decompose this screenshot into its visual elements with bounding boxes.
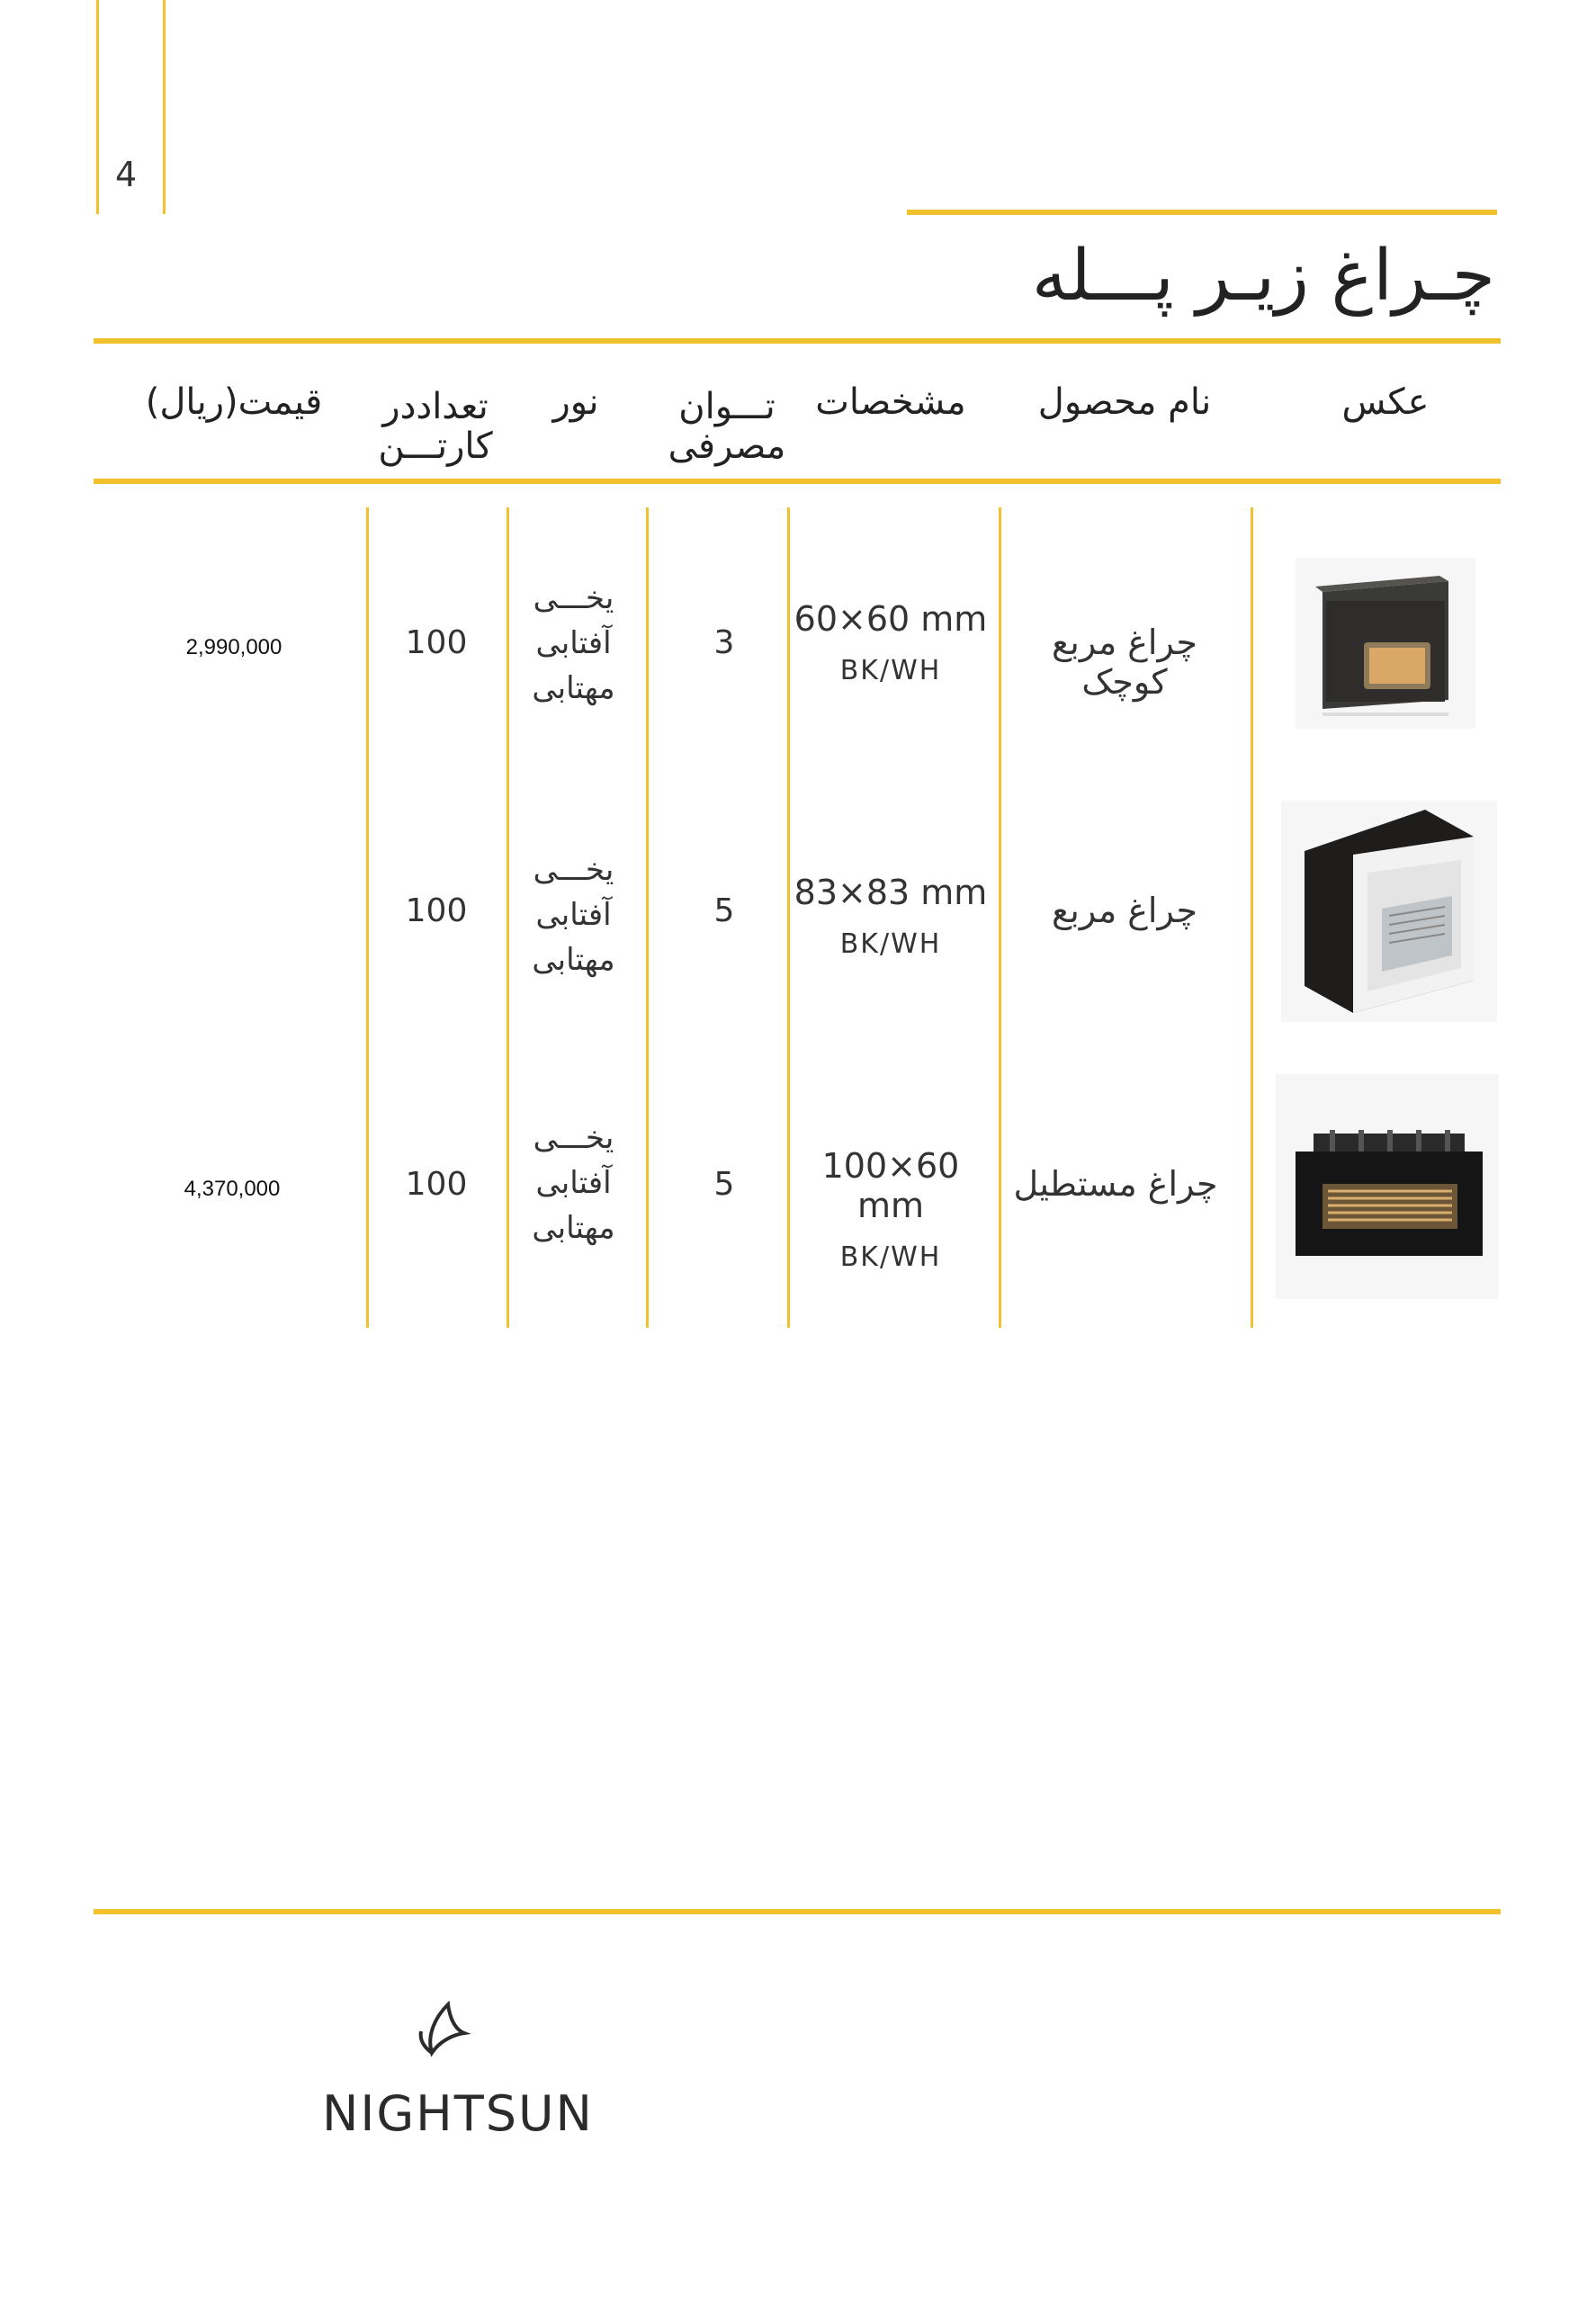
product-light — [513, 847, 634, 982]
footer-rule — [94, 1909, 1501, 1914]
light-option: مهتابی — [532, 942, 615, 978]
brand-name: NIGHTSUN — [322, 2085, 594, 2142]
product-name: چراغ مربع — [1052, 891, 1197, 930]
light-option: آفتابی — [535, 625, 612, 661]
product-price: 4,370,000 — [184, 1177, 281, 1201]
page-number: 4 — [115, 155, 138, 194]
product-light — [513, 576, 634, 711]
carton-count: 100 — [405, 892, 468, 929]
top-left-rule-1 — [96, 0, 99, 214]
product-power: 5 — [713, 1166, 735, 1203]
carton-count: 100 — [405, 1166, 468, 1203]
table-header-top-rule — [94, 338, 1501, 344]
rectangle-step-light-image — [1276, 1074, 1499, 1299]
light-option: یخـــی — [533, 580, 614, 616]
light-option: مهتابی — [532, 670, 615, 706]
header-power — [655, 387, 799, 466]
header-name: نام محصول — [1037, 381, 1212, 423]
nightsun-logo-icon — [412, 1999, 475, 2066]
product-photo-rectangle — [1276, 1074, 1499, 1299]
carton-count: 100 — [405, 624, 468, 661]
light-option: یخـــی — [533, 852, 614, 888]
product-light — [513, 1116, 634, 1250]
header-carton — [363, 387, 507, 466]
product-photo-square — [1281, 801, 1497, 1022]
top-left-rule-2 — [163, 0, 166, 214]
product-colors: BK/WH — [839, 1241, 942, 1273]
product-specs — [792, 599, 990, 686]
page-title: چـراغ زیـر پـــله — [1031, 236, 1495, 317]
header-power-line2: مصرفی — [668, 426, 786, 467]
product-price: 2,990,000 — [185, 635, 282, 659]
product-specs — [792, 1146, 990, 1273]
product-name: چراغ مستطیل — [1013, 1164, 1218, 1204]
header-power-line1: تـــوان — [678, 386, 776, 427]
light-option: مهتابی — [532, 1210, 615, 1246]
product-size: 83×83 mm — [794, 873, 988, 912]
header-carton-line1: تعداددر — [382, 386, 489, 427]
square-step-light-image — [1296, 558, 1475, 729]
header-photo: عکس — [1341, 381, 1430, 423]
product-power: 3 — [713, 624, 735, 661]
product-colors: BK/WH — [839, 928, 942, 960]
square-step-light-image — [1281, 801, 1497, 1022]
header-specs: مشخصات — [815, 381, 966, 423]
header-price: قیمت(ریال) — [145, 381, 323, 423]
column-separator — [1251, 507, 1253, 1328]
light-option: آفتابی — [535, 897, 612, 933]
column-separator — [999, 507, 1001, 1328]
table-header-bottom-rule — [94, 479, 1501, 484]
column-separator — [646, 507, 649, 1328]
light-option: یخـــی — [533, 1120, 614, 1156]
product-photo-small-square — [1296, 558, 1475, 729]
product-size: 100×60 mm — [821, 1146, 960, 1225]
product-colors: BK/WH — [839, 655, 942, 686]
product-power: 5 — [713, 892, 735, 929]
column-separator — [507, 507, 509, 1328]
product-specs — [792, 873, 990, 960]
light-option: آفتابی — [535, 1165, 612, 1201]
header-light: نور — [552, 381, 599, 423]
product-size: 60×60 mm — [794, 599, 988, 639]
product-name: چراغ مربع کوچک — [1052, 623, 1197, 702]
title-rule — [907, 210, 1497, 215]
header-carton-line2: کارتـــن — [378, 426, 493, 467]
